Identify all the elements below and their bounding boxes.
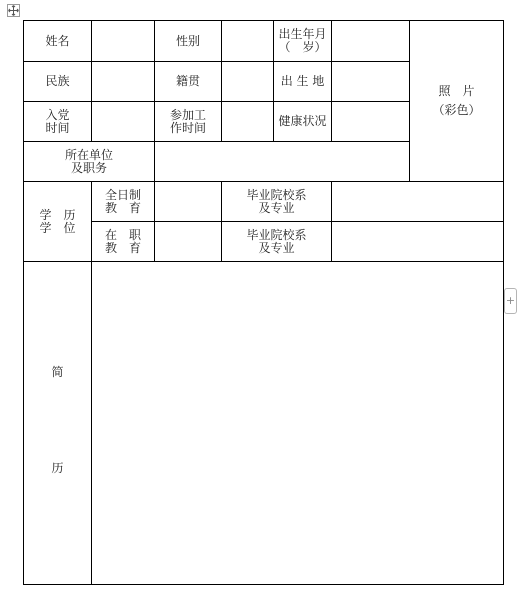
photo-label: 照 片 <box>438 84 475 99</box>
photo-cell[interactable] <box>410 21 504 182</box>
health-label: 健康状况 <box>278 114 327 129</box>
health-value-cell[interactable] <box>332 102 410 142</box>
ethnicity-label-cell <box>24 62 92 102</box>
party-date-label-cell <box>24 102 92 142</box>
fulltime-school-value-cell[interactable] <box>332 182 504 222</box>
fulltime-label-line2: 教 育 <box>104 200 141 215</box>
table-move-handle-icon[interactable] <box>7 4 20 17</box>
inservice-label-line2: 教 育 <box>104 240 141 255</box>
fulltime-label-cell <box>92 182 155 222</box>
birthplace-label-cell <box>274 62 332 102</box>
ethnicity-label: 民族 <box>45 74 70 89</box>
name-value-cell[interactable] <box>92 21 155 62</box>
native-place-value-cell[interactable] <box>222 62 274 102</box>
work-start-label-cell <box>155 102 222 142</box>
inservice-school-label-line2: 及专业 <box>258 240 295 255</box>
work-start-label-line1: 参加工 <box>170 107 207 122</box>
inservice-school-label-line1: 毕业院校系 <box>246 227 307 242</box>
inservice-school-label-cell <box>222 222 332 262</box>
resume-label-char2: 历 <box>51 461 64 476</box>
fulltime-school-label-line2: 及专业 <box>258 200 295 215</box>
fulltime-degree-value-cell[interactable] <box>155 182 222 222</box>
native-place-label-cell <box>155 62 222 102</box>
birthplace-value-cell[interactable] <box>332 62 410 102</box>
add-column-plus-icon[interactable] <box>504 288 517 314</box>
fulltime-label-line1: 全日制 <box>104 187 141 202</box>
workplace-label-line1: 所在单位 <box>64 147 113 162</box>
name-label-cell <box>24 21 92 62</box>
resume-label-cell <box>24 262 92 585</box>
party-date-label-line1: 入党 <box>45 107 70 122</box>
inservice-label-cell <box>92 222 155 262</box>
fulltime-school-label-line1: 毕业院校系 <box>246 187 307 202</box>
workplace-value-cell[interactable] <box>155 142 410 182</box>
work-start-label-line2: 作时间 <box>170 120 207 135</box>
workplace-label-line2: 及职务 <box>70 160 107 175</box>
gender-value-cell[interactable] <box>222 21 274 62</box>
photo-color-label: （彩色） <box>432 103 481 118</box>
education-label-line2: 学 位 <box>39 220 76 235</box>
birth-label-line2: （ 岁） <box>278 40 327 55</box>
education-label-line1: 学 历 <box>39 207 76 222</box>
work-start-value-cell[interactable] <box>222 102 274 142</box>
birth-value-cell[interactable] <box>332 21 410 62</box>
birth-label-cell <box>274 21 332 62</box>
resume-label-char1: 简 <box>51 365 64 380</box>
party-date-label-line2: 时间 <box>45 120 70 135</box>
fulltime-school-label-cell <box>222 182 332 222</box>
birth-label-line1: 出生年月 <box>278 27 327 42</box>
health-label-cell <box>274 102 332 142</box>
birthplace-label: 出 生 地 <box>280 74 325 89</box>
native-place-label: 籍贯 <box>176 74 201 89</box>
gender-label-cell <box>155 21 222 62</box>
plus-icon: + <box>505 294 516 307</box>
party-date-value-cell[interactable] <box>92 102 155 142</box>
education-label-cell <box>24 182 92 262</box>
registration-form-table <box>23 20 504 585</box>
ethnicity-value-cell[interactable] <box>92 62 155 102</box>
inservice-label-line1: 在 职 <box>104 227 141 242</box>
resume-value-cell[interactable] <box>92 262 504 585</box>
name-label: 姓名 <box>45 33 70 48</box>
gender-label: 性别 <box>176 33 201 48</box>
inservice-degree-value-cell[interactable] <box>155 222 222 262</box>
inservice-school-value-cell[interactable] <box>332 222 504 262</box>
workplace-label-cell <box>24 142 155 182</box>
